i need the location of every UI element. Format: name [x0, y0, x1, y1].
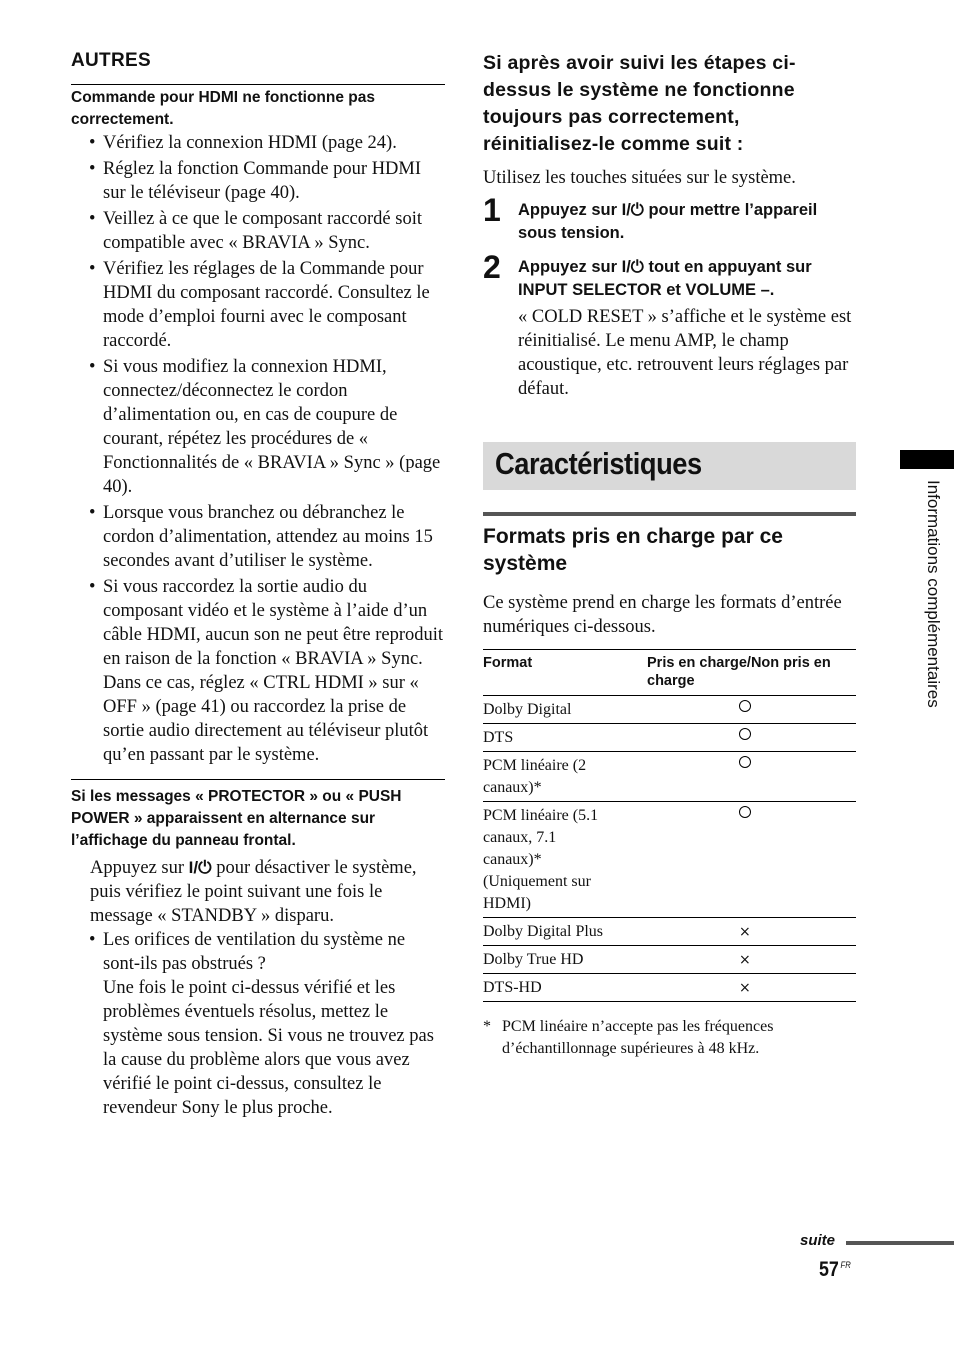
format-cell: DTS-HD: [483, 974, 647, 1002]
format-cell: PCM linéaire (5.1 canaux, 7.1 canaux)* (Uniquement sur HDMI): [483, 802, 647, 918]
step-number: 1: [483, 192, 501, 228]
section-tab-marker: [900, 450, 954, 469]
column-header-format: Format: [483, 650, 647, 696]
not-supported-cross-icon: ×: [739, 952, 751, 968]
format-cell: Dolby True HD: [483, 946, 647, 974]
protector-section: [71, 779, 445, 1120]
step-1: [483, 192, 856, 245]
list-item: • Veillez à ce que le composant raccordé soit compatible avec « BRAVIA » Sync.: [89, 209, 422, 253]
side-tab-text: Informations complémentaires: [924, 480, 943, 708]
continued-bar: [846, 1241, 954, 1245]
table-row: [483, 974, 856, 1002]
table-row: [483, 802, 856, 918]
support-cell: [647, 752, 856, 802]
step-2-body: « COLD RESET » s’affiche et le système est réinitialisé. Le menu AMP, le champ acoustique, etc. retrouvent leurs réglages par défaut.: [518, 307, 852, 399]
subheading-hdmi: Commande pour HDMI ne fonctionne pas correctement.: [71, 89, 375, 128]
formats-table: [483, 649, 856, 1002]
support-cell: [647, 918, 856, 946]
list-item: • Réglez la fonction Commande pour HDMI sur le téléviseur (page 40).: [89, 159, 422, 203]
list-item-text: Si vous modifiez la connexion HDMI, connectez/déconnectez le cordon d’alimentation ou, en cas de coupure de courant, répétez les procédures de « Fonctionnalités de « BRAVIA » Sync » (page 40).: [103, 357, 441, 497]
format-cell: Dolby Digital Plus: [483, 918, 647, 946]
power-icon: I/⏻: [188, 858, 212, 877]
supported-circle-icon: [739, 806, 751, 818]
list-item-text: Veillez à ce que le composant raccordé soit compatible avec « BRAVIA » Sync.: [103, 209, 422, 253]
power-icon: I/⏻: [621, 258, 644, 276]
format-cell: DTS: [483, 724, 647, 752]
ventilation-question: Les orifices de ventilation du système ne sont-ils pas obstrués ?: [103, 930, 406, 974]
list-item-text: Réglez la fonction Commande pour HDMI sur le téléviseur (page 40).: [103, 159, 422, 203]
format-cell: PCM linéaire (2 canaux)*: [483, 752, 647, 802]
table-row: [483, 918, 856, 946]
band-title: Caractéristiques: [495, 446, 702, 481]
column-header-support: Pris en charge/Non pris en charge: [647, 650, 856, 696]
support-cell: [647, 802, 856, 918]
section-heading-autres: AUTRES: [71, 50, 445, 85]
footnote-mark: *: [483, 1018, 491, 1035]
supported-circle-icon: [739, 728, 751, 740]
supported-circle-icon: [739, 756, 751, 768]
list-item: • Lorsque vous branchez ou débranchez le cordon d’alimentation, attendez au moins 15 secondes avant d’utiliser le système.: [89, 503, 433, 571]
footnote-text: PCM linéaire n’accepte pas les fréquences d’échantillonnage supérieures à 48 kHz.: [502, 1018, 774, 1057]
page-number: 57 $^{FR}$: [819, 1258, 851, 1281]
table-header-row: [483, 650, 856, 696]
list-item: • Vérifiez la connexion HDMI (page 24).: [89, 133, 397, 153]
formats-intro: Ce système prend en charge les formats d’entrée numériques ci-dessous.: [483, 593, 842, 637]
not-supported-cross-icon: ×: [739, 924, 751, 940]
support-cell: [647, 696, 856, 724]
formats-section: [483, 512, 856, 1060]
formats-heading: Formats pris en charge par ce système: [483, 512, 856, 577]
step-1-text: Appuyez sur I/⏻ pour mettre l’appareil sous tension.: [518, 201, 818, 242]
support-cell: [647, 946, 856, 974]
step-2-text: Appuyez sur I/⏻ tout en appuyant sur INPUT SELECTOR et VOLUME –.: [518, 258, 812, 299]
table-row: [483, 946, 856, 974]
list-item-text: Vérifiez les réglages de la Commande pour HDMI du composant raccordé. Consultez le mode d’emploi fourni avec le composant raccordé.: [103, 259, 430, 351]
left-column: [71, 50, 445, 1122]
formats-table-body: [483, 696, 856, 1002]
support-cell: [647, 724, 856, 752]
subheading-protector: Si les messages « PROTECTOR » ou « PUSH POWER » apparaissent en alternance sur l’affichage du panneau frontal.: [71, 788, 402, 849]
table-row: [483, 752, 856, 802]
table-row: [483, 724, 856, 752]
list-item: • Si vous raccordez la sortie audio du composant vidéo et le système à l’aide d’un câble HDMI, aucun son ne peut être reproduit en raison de la fonction « BRAVIA » Sync. Dans ce cas, réglez « CTRL HDMI » sur « OFF » (page 41) ou raccordez la prise de sortie audio directement au téléviseur plutôt qu’en passant par le système.: [89, 577, 444, 765]
footnote: [483, 1016, 856, 1060]
list-item-text: Vérifiez la connexion HDMI (page 24).: [103, 133, 397, 153]
hdmi-bullet-list: [71, 131, 445, 767]
step-2: [483, 249, 856, 401]
section-band: [483, 442, 856, 490]
step-number: 2: [483, 249, 501, 285]
protector-text-after: pour désactiver le système, puis vérifiez le point suivant une fois le message « STANDBY » disparu.: [90, 858, 417, 926]
right-column: [483, 50, 856, 401]
list-item: • Si vous modifiez la connexion HDMI, connectez/déconnectez le cordon d’alimentation ou, en cas de coupure de courant, répétez les procédures de « Fonctionnalités de « BRAVIA » Sync » (page 40).: [89, 357, 441, 497]
power-icon: I/⏻: [621, 201, 644, 219]
list-item-text: Si vous raccordez la sortie audio du composant vidéo et le système à l’aide d’un câble HDMI, aucun son ne peut être reproduit en raison de la fonction « BRAVIA » Sync. Dans ce cas, réglez « CTRL HDMI » sur « OFF » (page 41) ou raccordez la prise de sortie audio directement au téléviseur plutôt qu’en passant par le système.: [103, 577, 444, 765]
side-tab-label: [921, 480, 941, 780]
protector-paragraph: [71, 856, 445, 928]
supported-circle-icon: [739, 700, 751, 712]
table-row: [483, 696, 856, 724]
format-cell: Dolby Digital: [483, 696, 647, 724]
list-item: • Les orifices de ventilation du système ne sont-ils pas obstrués ? Une fois le point ci-dessus vérifié et les problèmes éventuels résolus, mettez le système sous tension. Si vous ne trouvez pas la cause du problème alors que vous avez vérifié le point ci-dessus, consultez le revendeur Sony le plus proche.: [89, 930, 434, 1118]
continued-label: suite: [800, 1232, 836, 1249]
protector-text-before: Appuyez sur: [90, 858, 185, 878]
list-item: • Vérifiez les réglages de la Commande pour HDMI du composant raccordé. Consultez le mode d’emploi fourni avec le composant raccordé.: [89, 259, 430, 351]
ventilation-advice: Une fois le point ci-dessus vérifié et les problèmes éventuels résolus, mettez le système sous tension. Si vous ne trouvez pas la cause du problème alors que vous avez vérifié le point ci-dessus, consultez le revendeur Sony le plus proche.: [103, 978, 434, 1118]
reset-intro: Utilisez les touches situées sur le système.: [483, 168, 796, 188]
protector-bullet-list: [71, 928, 445, 1120]
reset-heading: Si après avoir suivi les étapes ci-dessus le système ne fonctionne toujours pas correctement, réinitialisez-le comme suit :: [483, 52, 796, 155]
not-supported-cross-icon: ×: [739, 980, 751, 996]
page-number-suffix: FR: [840, 1260, 851, 1270]
list-item-text: Lorsque vous branchez ou débranchez le cordon d’alimentation, attendez au moins 15 secondes avant d’utiliser le système.: [103, 503, 433, 571]
support-cell: [647, 974, 856, 1002]
